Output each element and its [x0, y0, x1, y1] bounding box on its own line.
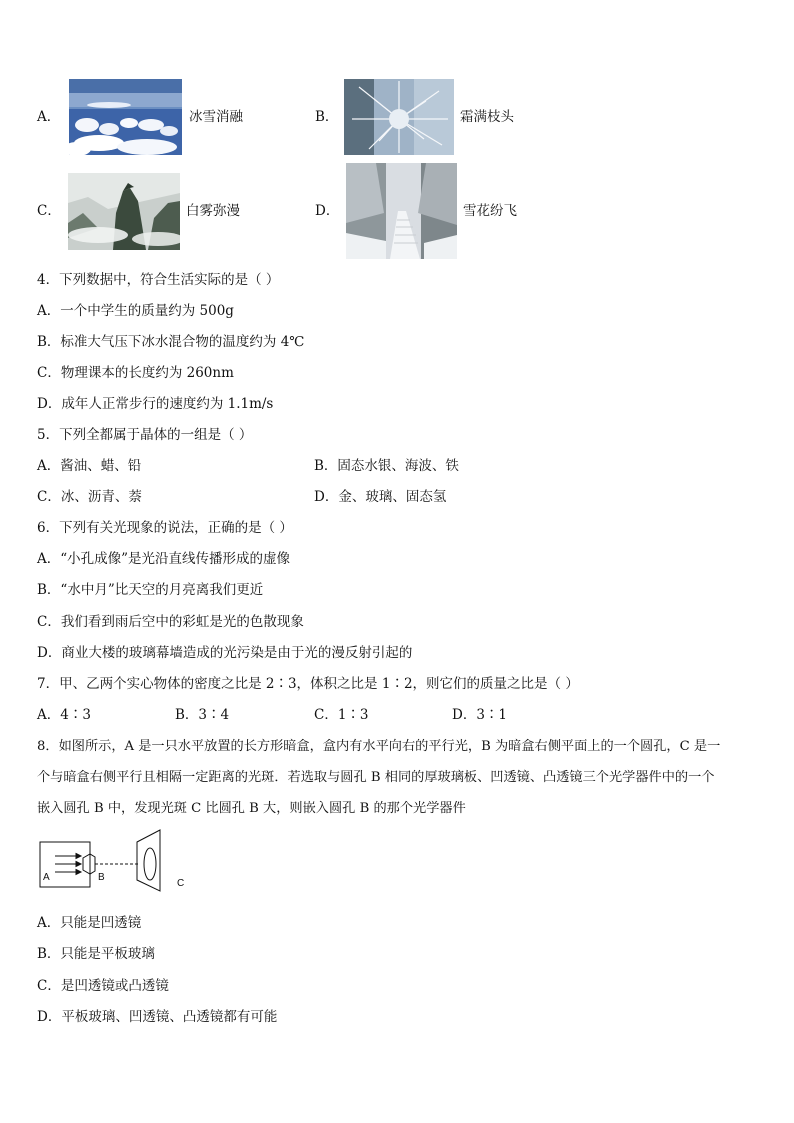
snow-melting-photo [69, 79, 182, 155]
question-7-option-c: C．1∶3 [314, 707, 369, 723]
label-b: B [98, 872, 105, 883]
question-8-option-c: C．是凹透镜或凸透镜 [37, 978, 169, 994]
question-4-option-c: C．物理课本的长度约为 260nm [37, 365, 234, 381]
question-4-stem: 4．下列数据中，符合生活实际的是（ ） [37, 272, 280, 288]
question-5-option-d: D．金、玻璃、固态氢 [314, 489, 447, 505]
label-a: A [43, 872, 50, 883]
question-8-option-b: B．只能是平板玻璃 [37, 946, 155, 962]
option-caption: 雪花纷飞 [463, 203, 517, 219]
option-letter: A． [37, 109, 61, 125]
option-letter: D． [315, 203, 340, 219]
question-4-option-d: D．成年人正常步行的速度约为 1.1m/s [37, 396, 274, 412]
question-7-option-b: B．3∶4 [175, 707, 230, 723]
question-5-option-c: C．冰、沥青、萘 [37, 489, 142, 505]
option-caption: 冰雪消融 [189, 109, 243, 125]
question-8-option-a: A．只能是凹透镜 [37, 915, 142, 931]
question-7-stem: 7．甲、乙两个实心物体的密度之比是 2∶3，体积之比是 1∶2，则它们的质量之比是（ ） [37, 676, 579, 692]
option-caption: 白雾弥漫 [186, 203, 240, 219]
optics-diagram [38, 828, 188, 892]
fog-mountain-photo [68, 173, 180, 250]
question-7-option-a: A．4∶3 [37, 707, 91, 723]
question-4-option-a: A．一个中学生的质量约为 500g [37, 303, 234, 319]
question-6-option-c: C．我们看到雨后空中的彩虹是光的色散现象 [37, 614, 304, 630]
option-caption: 霜满枝头 [460, 109, 514, 125]
option-letter: B． [315, 109, 339, 125]
question-5-option-b: B．固态水银、海波、铁 [314, 458, 459, 474]
question-5-option-a: A．酱油、蜡、铅 [37, 458, 142, 474]
snowfall-photo [346, 163, 457, 259]
question-6-option-d: D．商业大楼的玻璃幕墙造成的光污染是由于光的漫反射引起的 [37, 645, 413, 661]
question-5-stem: 5．下列全都属于晶体的一组是（ ） [37, 427, 253, 443]
label-c: C [177, 878, 185, 889]
question-4-option-b: B．标准大气压下冰水混合物的温度约为 4℃ [37, 334, 305, 350]
question-8-stem-line-1: 8．如图所示，A 是一只水平放置的长方形暗盒，盒内有水平向右的平行光，B 为暗盒右侧平面上的一个圆孔，C 是一 [37, 739, 721, 754]
question-6-option-b: B．“水中月”比天空的月亮离我们更近 [37, 582, 264, 598]
option-letter: C． [37, 203, 61, 219]
question-6-option-a: A．“小孔成像”是光沿直线传播形成的虚像 [37, 551, 291, 567]
question-7-option-d: D．3∶1 [452, 707, 508, 723]
frost-branch-photo [344, 79, 454, 155]
question-8-stem-line-2: 个与暗盒右侧平行且相隔一定距离的光斑．若选取与圆孔 B 相同的厚玻璃板、凹透镜、凸透镜三个光学器件中的一个 [37, 770, 715, 785]
question-6-stem: 6．下列有关光现象的说法，正确的是（ ） [37, 520, 293, 536]
question-8-stem-line-3: 嵌入圆孔 B 中，发现光斑 C 比圆孔 B 大，则嵌入圆孔 B 的那个光学器件 [37, 801, 466, 816]
question-8-option-d: D．平板玻璃、凹透镜、凸透镜都有可能 [37, 1009, 278, 1025]
